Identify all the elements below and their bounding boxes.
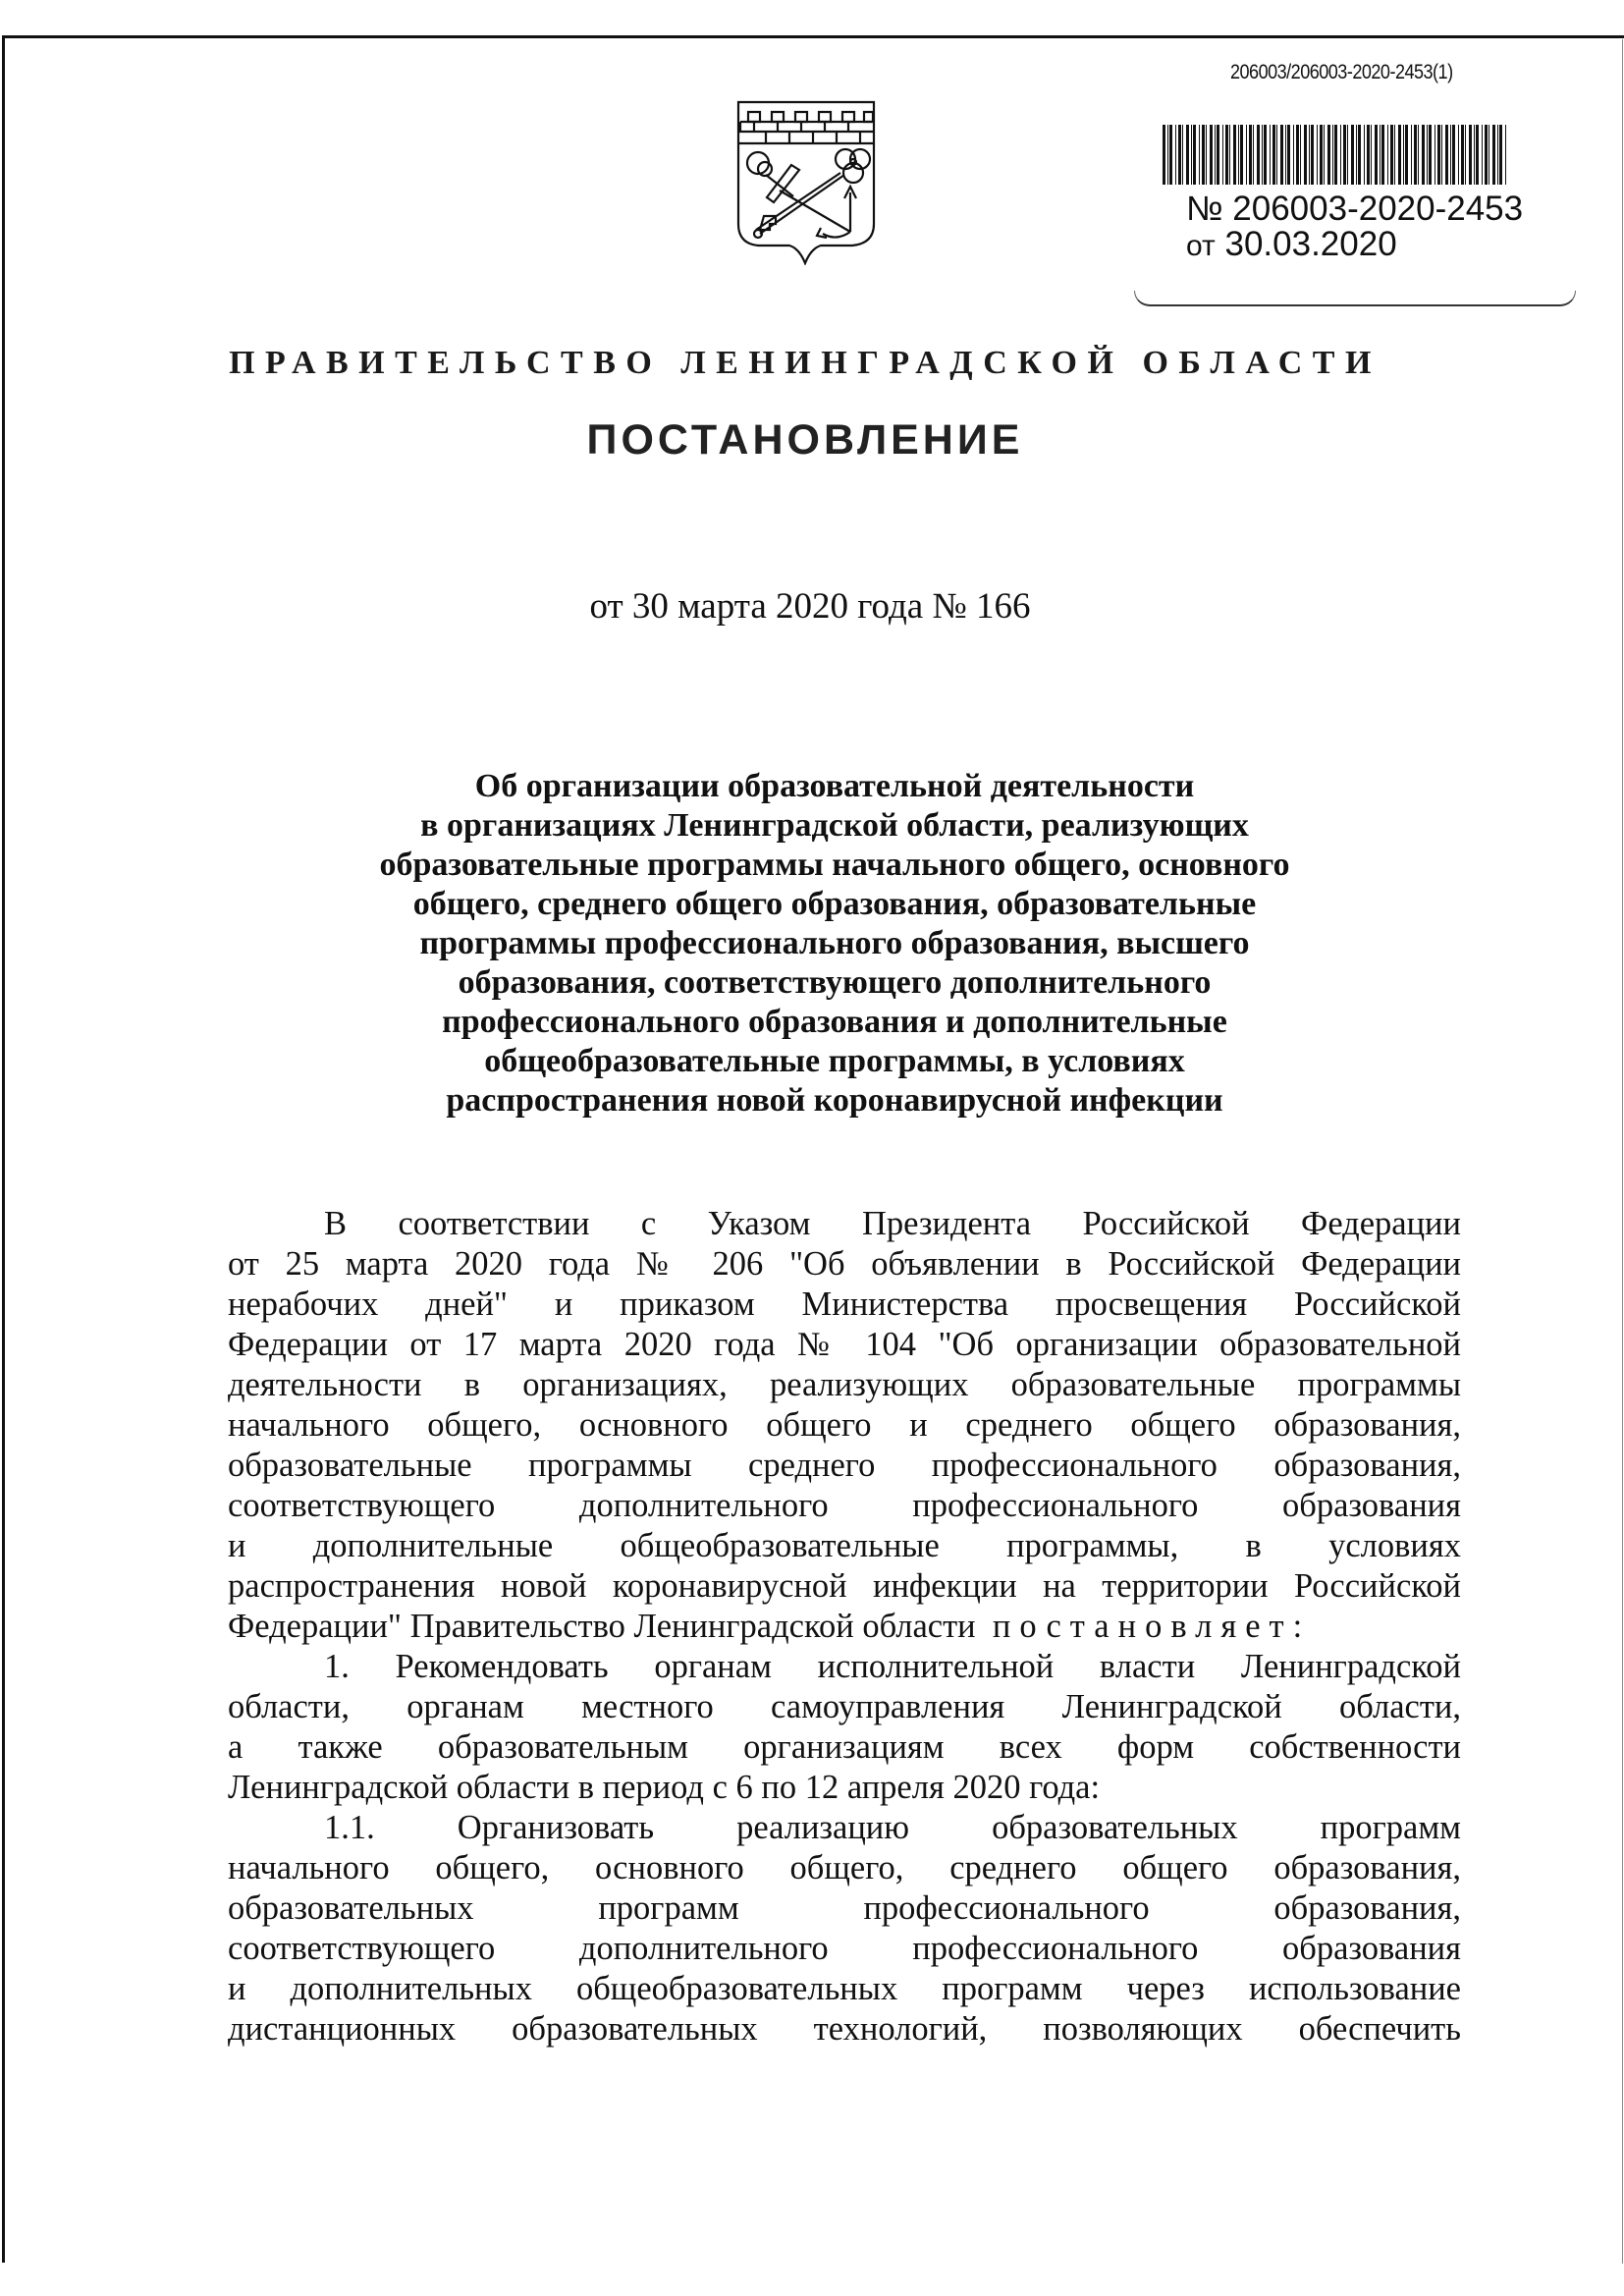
barcode-bar — [1217, 125, 1219, 185]
barcode-bar — [1169, 125, 1172, 185]
barcode-bar — [1280, 125, 1283, 185]
body-line: образовательных программ профессионального образования, — [228, 1889, 1461, 1927]
body-line: Ленинградской области в период с 6 по 12 апреля 2020 года: — [228, 1769, 1101, 1806]
barcode-bar — [1469, 125, 1472, 185]
subject-line: образовательные программы начального общего, основного — [379, 847, 1290, 883]
barcode-bar — [1497, 125, 1498, 185]
barcode-bar — [1381, 125, 1384, 185]
barcode-bar — [1474, 125, 1475, 185]
body-line: начального общего, основного общего, среднего общего образования, — [228, 1849, 1461, 1886]
barcode-bar — [1367, 125, 1370, 185]
barcode-bar — [1492, 125, 1495, 185]
barcode-bar — [1465, 125, 1466, 185]
body-line: нерабочих дней" и приказом Министерства просвещения Российской — [228, 1285, 1461, 1323]
body-line: образовательные программы среднего профессионального образования, — [228, 1447, 1461, 1484]
barcode-bar — [1222, 125, 1223, 185]
barcode-bar — [1429, 125, 1432, 185]
subject-line: профессионального образования и дополнительные — [442, 1004, 1227, 1040]
barcode-bar — [1193, 125, 1196, 185]
document-type: ПОСТАНОВЛЕНИЕ — [586, 416, 1024, 464]
barcode-bar — [1272, 125, 1275, 185]
barcode-bar — [1210, 125, 1213, 185]
barcode-bar — [1482, 125, 1483, 185]
registration-number — [1186, 191, 1523, 226]
resolves-word: постановляет: — [992, 1608, 1312, 1645]
subject-line: Об организации образовательной деятельности — [474, 768, 1195, 804]
barcode — [1163, 125, 1512, 185]
barcode-bar — [1249, 125, 1252, 185]
body-line: распространения новой коронавирусной инфекции на территории Российской — [228, 1567, 1461, 1605]
subject-line: программы профессионального образования, высшего — [419, 925, 1250, 961]
body-line-text: Федерации" Правительство Ленинградской области — [228, 1608, 976, 1645]
barcode-bar — [1450, 125, 1451, 185]
body-line: деятельности в организациях, реализующих образовательные программы — [228, 1366, 1461, 1403]
barcode-bar — [1398, 125, 1401, 185]
barcode-bar — [1276, 125, 1277, 185]
barcode-bar — [1390, 125, 1393, 185]
barcode-bar — [1300, 125, 1301, 185]
barcode-bar — [1414, 125, 1417, 185]
body-line: начального общего, основного общего и среднего общего образования, — [228, 1406, 1461, 1444]
registration-number-value: 206003-2020-2453 — [1232, 190, 1524, 228]
barcode-bar — [1343, 125, 1346, 185]
barcode-bar — [1163, 125, 1165, 185]
barcode-bar — [1334, 125, 1337, 185]
barcode-bar — [1458, 125, 1459, 185]
barcode-bar — [1175, 125, 1176, 185]
body-line: и дополнительные общеобразовательные программы, в условиях — [228, 1527, 1461, 1564]
barcode-bar — [1225, 125, 1228, 185]
barcode-bar — [1317, 125, 1318, 185]
registration-label-edge — [1134, 291, 1576, 306]
barcode-bar — [1309, 125, 1310, 185]
body-line: дистанционных образовательных технологий, позволяющих обеспечить — [228, 2010, 1461, 2048]
body-line: Федерации от 17 марта 2020 года № 104 "Об организации образовательной — [228, 1326, 1461, 1363]
barcode-bar — [1304, 125, 1307, 185]
body-line: области, органам местного самоуправления Ленинградской области, — [228, 1688, 1461, 1725]
barcode-bar — [1347, 125, 1348, 185]
barcode-bar — [1311, 125, 1314, 185]
coat-of-arms-emblem — [734, 96, 876, 265]
body-line: соответствующего дополнительного профессионального образования — [228, 1930, 1461, 1967]
subject-line: образования, соответствующего дополнительного — [458, 964, 1212, 1001]
barcode-bar — [1422, 125, 1425, 185]
barcode-bar — [1418, 125, 1419, 185]
barcode-bar — [1324, 125, 1325, 185]
scan-edge-left — [2, 35, 5, 2263]
barcode-bar — [1285, 125, 1286, 185]
body-line: и дополнительных общеобразовательных программ через использование — [228, 1970, 1461, 2007]
barcode-bar — [1476, 125, 1479, 185]
barcode-bar — [1332, 125, 1333, 185]
body-line — [228, 1607, 1461, 1647]
body-line: от 25 марта 2020 года № 206 "Об объявлении в Российской Федерации — [228, 1245, 1461, 1283]
barcode-bar — [1445, 125, 1448, 185]
barcode-bar — [1253, 125, 1254, 185]
barcode-bar — [1240, 125, 1243, 185]
barcode-bar — [1356, 125, 1357, 185]
barcode-bar — [1199, 125, 1200, 185]
barcode-bar — [1461, 125, 1464, 185]
barcode-bar — [1505, 125, 1506, 185]
scan-edge-top — [2, 35, 1624, 38]
document-body — [228, 1204, 1461, 2050]
barcode-bar — [1202, 125, 1205, 185]
scan-edge-right — [1622, 39, 1623, 2264]
subject-line: распространения новой коронавирусной инфекции — [446, 1082, 1223, 1119]
barcode-bar — [1485, 125, 1488, 185]
document-subject — [295, 767, 1375, 1121]
barcode-bar — [1364, 125, 1365, 185]
barcode-bar — [1182, 125, 1183, 185]
barcode-bar — [1405, 125, 1408, 185]
barcode-bar — [1178, 125, 1181, 185]
barcode-bar — [1320, 125, 1323, 185]
barcode-bar — [1452, 125, 1455, 185]
barcode-bar — [1327, 125, 1330, 185]
registration-reference: 206003/206003-2020-2453(1) — [1230, 61, 1453, 83]
document-date-number: от 30 марта 2020 года № 166 — [589, 586, 1031, 627]
body-line: 1.1. Организовать реализацию образовательных программ — [324, 1809, 1461, 1846]
subject-line: общеобразовательные программы, в условиях — [484, 1043, 1185, 1079]
registration-date-value: 30.03.2020 — [1224, 225, 1397, 263]
barcode-bar — [1358, 125, 1361, 185]
barcode-bar — [1186, 125, 1189, 185]
barcode-bar — [1287, 125, 1290, 185]
subject-line: общего, среднего общего образования, образовательные — [412, 886, 1257, 922]
barcode-bar — [1351, 125, 1354, 185]
barcode-bar — [1191, 125, 1192, 185]
barcode-bar — [1375, 125, 1378, 185]
barcode-bar — [1264, 125, 1267, 185]
barcode-bar — [1411, 125, 1412, 185]
barcode-bar — [1238, 125, 1239, 185]
barcode-bar — [1437, 125, 1440, 185]
barcode-bar — [1403, 125, 1404, 185]
barcode-bar — [1371, 125, 1372, 185]
barcode-bar — [1387, 125, 1388, 185]
barcode-bar — [1427, 125, 1428, 185]
barcode-bar — [1293, 125, 1294, 185]
registration-date — [1186, 227, 1397, 261]
barcode-bar — [1215, 125, 1216, 185]
body-line: соответствующего дополнительного профессионального образования — [228, 1487, 1461, 1524]
barcode-bar — [1499, 125, 1502, 185]
subject-line: в организациях Ленинградской области, реализующих — [420, 807, 1249, 844]
government-title: ПРАВИТЕЛЬСТВО ЛЕНИНГРАДСКОЙ ОБЛАСТИ — [229, 345, 1381, 381]
body-line: 1. Рекомендовать органам исполнительной власти Ленинградской — [324, 1648, 1461, 1685]
body-line: В соответствии с Указом Президента Российской Федерации — [324, 1205, 1461, 1242]
barcode-bar — [1296, 125, 1299, 185]
barcode-bar — [1441, 125, 1442, 185]
barcode-bar — [1262, 125, 1263, 185]
barcode-bar — [1270, 125, 1271, 185]
barcode-bar — [1229, 125, 1230, 185]
number-sign: № — [1186, 190, 1223, 228]
barcode-bar — [1394, 125, 1395, 185]
barcode-bar — [1246, 125, 1247, 185]
barcode-bar — [1167, 125, 1168, 185]
barcode-bar — [1257, 125, 1260, 185]
barcode-bar — [1233, 125, 1236, 185]
barcode-bar — [1206, 125, 1207, 185]
registration-date-prefix: от — [1186, 230, 1216, 262]
body-line: а также образовательным организациям всех форм собственности — [228, 1728, 1461, 1766]
barcode-bar — [1340, 125, 1341, 185]
